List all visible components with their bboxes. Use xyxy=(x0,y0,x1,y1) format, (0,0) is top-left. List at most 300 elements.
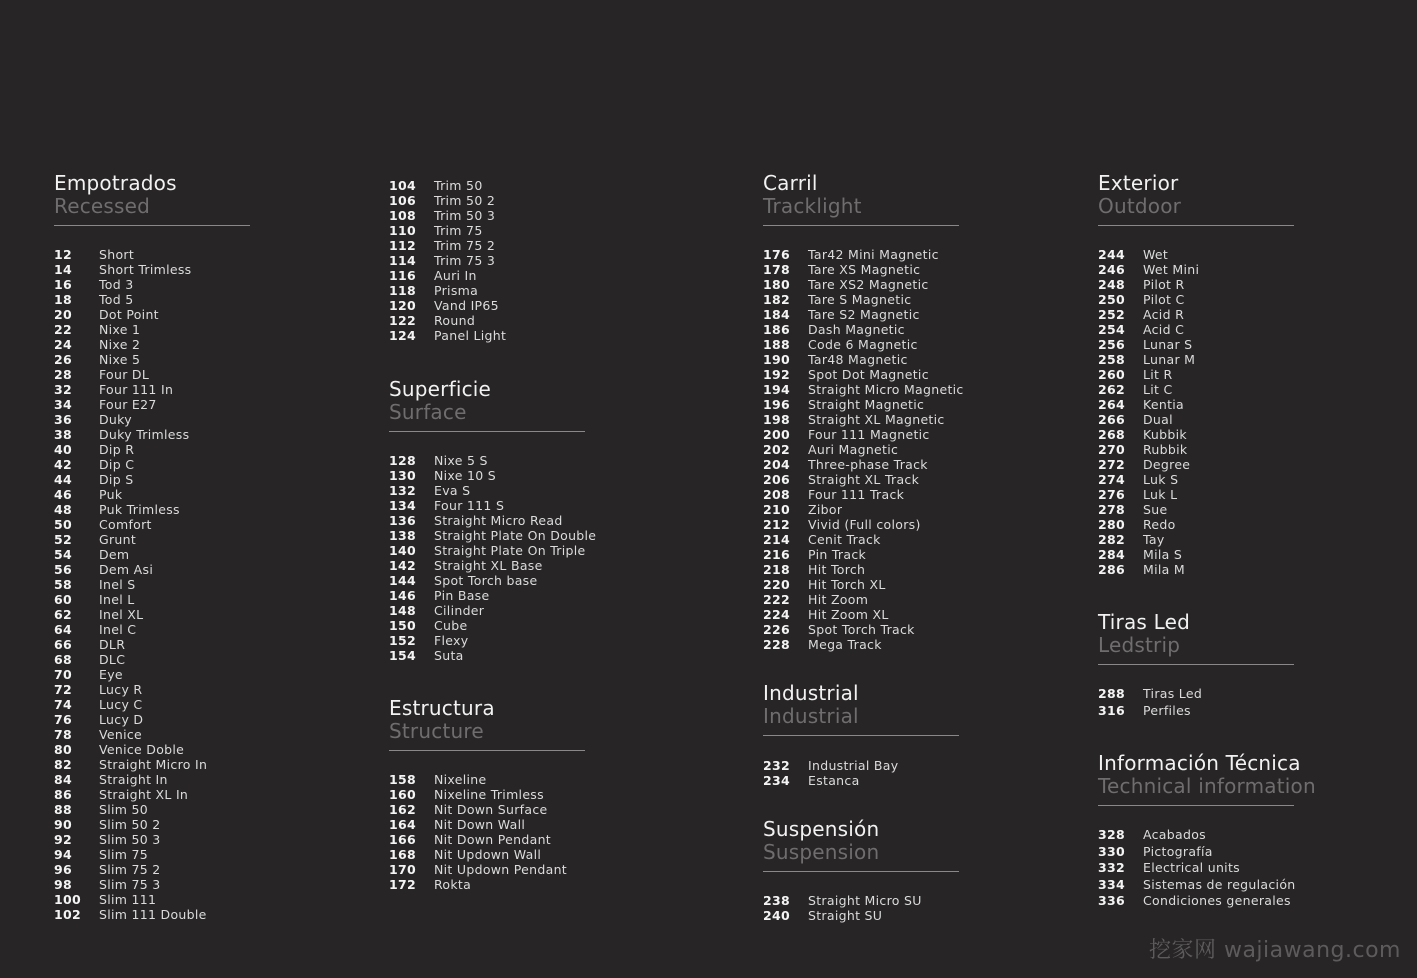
index-list-tiras-led xyxy=(1098,686,1202,719)
index-entry xyxy=(54,682,207,697)
page-number: 210 xyxy=(763,502,790,517)
product-name: Hit Zoom xyxy=(808,592,869,607)
index-entry xyxy=(54,382,207,397)
index-entry xyxy=(1098,262,1199,277)
index-entry xyxy=(763,307,964,322)
page-number: 206 xyxy=(763,472,790,487)
product-name: Eye xyxy=(99,667,123,682)
page-number: 178 xyxy=(763,262,790,277)
page-number: 130 xyxy=(389,468,416,483)
index-entry xyxy=(54,562,207,577)
product-name: Industrial Bay xyxy=(808,758,899,773)
product-name: Short Trimless xyxy=(99,262,192,277)
product-name: Tod 5 xyxy=(99,292,134,307)
section-subtitle: Outdoor xyxy=(1098,194,1182,218)
index-entry xyxy=(763,277,964,292)
product-name: Luk L xyxy=(1143,487,1178,502)
product-name: Inel L xyxy=(99,592,135,607)
page-number: 80 xyxy=(54,742,72,757)
product-name: Four 111 S xyxy=(434,498,505,513)
index-entry xyxy=(54,277,207,292)
index-entry xyxy=(389,468,596,483)
product-name: Cilinder xyxy=(434,603,485,618)
page-number: 234 xyxy=(763,773,790,788)
page-number: 334 xyxy=(1098,876,1125,892)
index-list-suspension xyxy=(763,893,922,923)
index-entry xyxy=(54,637,207,652)
index-entry xyxy=(54,307,207,322)
page-number: 132 xyxy=(389,483,416,498)
product-name: Nit Updown Pendant xyxy=(434,862,568,877)
index-entry xyxy=(389,253,506,268)
section-subtitle: Ledstrip xyxy=(1098,633,1181,657)
product-name: Inel XL xyxy=(99,607,144,622)
product-name: Trim 75 xyxy=(434,223,483,238)
page-number: 12 xyxy=(54,247,72,262)
index-entry xyxy=(54,877,207,892)
index-entry xyxy=(1098,517,1199,532)
index-entry xyxy=(54,532,207,547)
index-entry xyxy=(54,787,207,802)
product-name: Panel Light xyxy=(434,328,507,343)
index-entry xyxy=(1098,457,1199,472)
page-number: 224 xyxy=(763,607,790,622)
index-entry xyxy=(1098,827,1296,844)
page-number: 36 xyxy=(54,412,72,427)
page-number: 222 xyxy=(763,592,790,607)
product-name: Tare S Magnetic xyxy=(808,292,912,307)
product-name: DLR xyxy=(99,637,126,652)
index-entry xyxy=(389,543,596,558)
index-entry xyxy=(389,513,596,528)
page-number: 258 xyxy=(1098,352,1125,367)
index-entry xyxy=(389,648,596,663)
product-name: Mila S xyxy=(1143,547,1183,562)
product-name: Lunar M xyxy=(1143,352,1196,367)
product-name: Slim 75 xyxy=(99,847,149,862)
product-name: Straight XL In xyxy=(99,787,189,802)
index-entry xyxy=(763,592,964,607)
product-name: Tare S2 Magnetic xyxy=(808,307,920,322)
index-entry xyxy=(763,382,964,397)
section-title: Suspensión xyxy=(763,817,880,841)
index-entry xyxy=(1098,337,1199,352)
index-entry xyxy=(763,487,964,502)
product-name: Duky Trimless xyxy=(99,427,190,442)
page-number: 28 xyxy=(54,367,72,382)
index-entry xyxy=(389,298,506,313)
index-entry xyxy=(763,547,964,562)
section-divider xyxy=(54,225,250,226)
page-number: 232 xyxy=(763,758,790,773)
index-entry xyxy=(389,453,596,468)
page-number: 70 xyxy=(54,667,72,682)
product-name: Grunt xyxy=(99,532,137,547)
page-number: 264 xyxy=(1098,397,1125,412)
product-name: Wet Mini xyxy=(1143,262,1200,277)
product-name: Straight Plate On Triple xyxy=(434,543,586,558)
product-name: Dem Asi xyxy=(99,562,154,577)
product-name: Lucy R xyxy=(99,682,143,697)
index-entry xyxy=(763,908,922,923)
product-name: Auri In xyxy=(434,268,477,283)
page-number: 14 xyxy=(54,262,72,277)
page-number: 190 xyxy=(763,352,790,367)
index-entry xyxy=(763,517,964,532)
page-number: 226 xyxy=(763,622,790,637)
index-entry xyxy=(54,337,207,352)
index-entry xyxy=(54,577,207,592)
page-number: 220 xyxy=(763,577,790,592)
page-number: 158 xyxy=(389,772,416,787)
index-entry xyxy=(54,607,207,622)
page-number: 66 xyxy=(54,637,72,652)
index-entry xyxy=(54,907,207,922)
product-name: Wet xyxy=(1143,247,1169,262)
product-name: Tar42 Mini Magnetic xyxy=(808,247,939,262)
page-number: 52 xyxy=(54,532,72,547)
product-name: Dem xyxy=(99,547,130,562)
index-entry xyxy=(389,558,596,573)
page-number: 98 xyxy=(54,877,72,892)
product-name: Pilot R xyxy=(1143,277,1185,292)
section-title: Exterior xyxy=(1098,171,1179,195)
index-entry xyxy=(54,442,207,457)
product-name: Slim 50 xyxy=(99,802,149,817)
index-entry xyxy=(1098,686,1202,703)
product-name: Nixeline Trimless xyxy=(434,787,544,802)
index-entry xyxy=(389,573,596,588)
page-number: 240 xyxy=(763,908,790,923)
index-entry xyxy=(54,892,207,907)
index-entry xyxy=(54,847,207,862)
product-name: Dip R xyxy=(99,442,135,457)
product-name: Dash Magnetic xyxy=(808,322,905,337)
product-name: Tar48 Magnetic xyxy=(808,352,908,367)
page-number: 278 xyxy=(1098,502,1125,517)
product-name: Straight SU xyxy=(808,908,883,923)
product-name: Slim 50 2 xyxy=(99,817,161,832)
index-entry xyxy=(763,637,964,652)
product-name: Cube xyxy=(434,618,468,633)
section-divider xyxy=(1098,225,1294,226)
page-number: 24 xyxy=(54,337,72,352)
index-entry xyxy=(763,893,922,908)
product-name: Trim 50 3 xyxy=(434,208,496,223)
page-number: 90 xyxy=(54,817,72,832)
index-entry xyxy=(54,352,207,367)
index-entry xyxy=(1098,442,1199,457)
page-number: 16 xyxy=(54,277,72,292)
index-entry xyxy=(1098,532,1199,547)
page-number: 54 xyxy=(54,547,72,562)
page-number: 214 xyxy=(763,532,790,547)
page-number: 194 xyxy=(763,382,790,397)
page-number: 336 xyxy=(1098,893,1125,908)
page-number: 56 xyxy=(54,562,72,577)
page-number: 114 xyxy=(389,253,416,268)
page-number: 84 xyxy=(54,772,72,787)
index-entry xyxy=(389,483,596,498)
product-name: Mila M xyxy=(1143,562,1185,577)
product-name: Venice xyxy=(99,727,143,742)
section-empotrados xyxy=(54,172,314,226)
index-entry xyxy=(54,772,207,787)
index-entry xyxy=(54,697,207,712)
page-number: 248 xyxy=(1098,277,1125,292)
index-entry xyxy=(54,502,207,517)
product-name: Nit Down Surface xyxy=(434,802,548,817)
page-number: 102 xyxy=(54,907,81,922)
product-name: Lucy D xyxy=(99,712,144,727)
product-name: Slim 111 xyxy=(99,892,157,907)
page-number: 192 xyxy=(763,367,790,382)
index-entry xyxy=(763,292,964,307)
product-name: Lit C xyxy=(1143,382,1173,397)
index-entry xyxy=(54,817,207,832)
product-name: Straight Plate On Double xyxy=(434,528,597,543)
index-entry xyxy=(54,322,207,337)
page-number: 34 xyxy=(54,397,72,412)
product-name: Straight Micro Read xyxy=(434,513,563,528)
page-number: 78 xyxy=(54,727,72,742)
section-title: Información Técnica xyxy=(1098,751,1301,775)
page-number: 164 xyxy=(389,817,416,832)
product-name: Tay xyxy=(1143,532,1165,547)
page-number: 188 xyxy=(763,337,790,352)
product-name: Acid R xyxy=(1143,307,1185,322)
page-number: 38 xyxy=(54,427,72,442)
index-entry xyxy=(54,862,207,877)
section-informacion-tecnica xyxy=(1098,752,1398,806)
product-name: Spot Torch base xyxy=(434,573,538,588)
page-number: 184 xyxy=(763,307,790,322)
page-number: 262 xyxy=(1098,382,1125,397)
page-number: 272 xyxy=(1098,457,1125,472)
page-number: 218 xyxy=(763,562,790,577)
index-entry xyxy=(1098,860,1296,877)
page-number: 266 xyxy=(1098,412,1125,427)
page-number: 252 xyxy=(1098,307,1125,322)
product-name: Venice Doble xyxy=(99,742,185,757)
product-name: Slim 50 3 xyxy=(99,832,161,847)
page-number: 238 xyxy=(763,893,790,908)
index-entry xyxy=(1098,487,1199,502)
product-name: Pin Track xyxy=(808,547,867,562)
index-entry xyxy=(763,562,964,577)
index-entry xyxy=(1098,247,1199,262)
page-number: 316 xyxy=(1098,702,1125,718)
section-subtitle: Structure xyxy=(389,719,484,743)
index-entry xyxy=(389,178,506,193)
product-name: Round xyxy=(434,313,476,328)
section-title: Tiras Led xyxy=(1098,610,1191,634)
page-number: 254 xyxy=(1098,322,1125,337)
page-number: 280 xyxy=(1098,517,1125,532)
product-name: Nixeline xyxy=(434,772,487,787)
section-subtitle: Surface xyxy=(389,400,467,424)
page-number: 268 xyxy=(1098,427,1125,442)
product-name: Straight Micro SU xyxy=(808,893,922,908)
product-name: Rubbik xyxy=(1143,442,1188,457)
index-list-industrial xyxy=(763,758,898,788)
product-name: Short xyxy=(99,247,135,262)
section-divider xyxy=(389,750,585,751)
page-number: 140 xyxy=(389,543,416,558)
index-entry xyxy=(54,652,207,667)
page-number: 204 xyxy=(763,457,790,472)
index-entry xyxy=(389,268,506,283)
index-entry xyxy=(389,787,567,802)
page-number: 148 xyxy=(389,603,416,618)
page-number: 44 xyxy=(54,472,72,487)
page-number: 228 xyxy=(763,637,790,652)
watermark: 挖家网 wajiawang.com xyxy=(1148,938,1401,963)
section-suspension xyxy=(763,818,1023,872)
index-entry xyxy=(54,547,207,562)
index-entry xyxy=(54,517,207,532)
product-name: Lucy C xyxy=(99,697,143,712)
page-number: 196 xyxy=(763,397,790,412)
index-entry xyxy=(1098,844,1296,861)
page-number: 112 xyxy=(389,238,416,253)
page-number: 40 xyxy=(54,442,72,457)
index-entry xyxy=(1098,502,1199,517)
product-name: Estanca xyxy=(808,773,860,788)
page-number: 92 xyxy=(54,832,72,847)
product-name: Condiciones generales xyxy=(1143,893,1291,908)
page-number: 166 xyxy=(389,832,416,847)
product-name: Sistemas de regulación xyxy=(1143,876,1296,892)
product-name: Inel S xyxy=(99,577,136,592)
product-name: Nixe 2 xyxy=(99,337,141,352)
index-entry xyxy=(763,397,964,412)
index-entry xyxy=(763,472,964,487)
index-entry xyxy=(763,352,964,367)
product-name: Slim 111 Double xyxy=(99,907,207,922)
section-title: Empotrados xyxy=(54,171,177,195)
page-number: 146 xyxy=(389,588,416,603)
section-subtitle: Technical information xyxy=(1098,774,1316,798)
page-number: 202 xyxy=(763,442,790,457)
page-number: 250 xyxy=(1098,292,1125,307)
page-number: 124 xyxy=(389,328,416,343)
product-name: Auri Magnetic xyxy=(808,442,899,457)
product-name: Flexy xyxy=(434,633,469,648)
product-name: Kentia xyxy=(1143,397,1185,412)
index-entry xyxy=(389,313,506,328)
page-number: 58 xyxy=(54,577,72,592)
index-entry xyxy=(1098,877,1296,894)
page-number: 286 xyxy=(1098,562,1125,577)
section-exterior xyxy=(1098,172,1358,226)
index-entry xyxy=(54,742,207,757)
product-name: Pin Base xyxy=(434,588,490,603)
product-name: Slim 75 2 xyxy=(99,862,161,877)
page-number: 182 xyxy=(763,292,790,307)
page-number: 48 xyxy=(54,502,72,517)
product-name: Four DL xyxy=(99,367,150,382)
index-list-carril xyxy=(763,247,964,652)
index-entry xyxy=(389,238,506,253)
page-number: 22 xyxy=(54,322,72,337)
page-number: 116 xyxy=(389,268,416,283)
page-number: 180 xyxy=(763,277,790,292)
page-number: 62 xyxy=(54,607,72,622)
index-entry xyxy=(763,262,964,277)
page-number: 134 xyxy=(389,498,416,513)
product-name: Straight XL Magnetic xyxy=(808,412,945,427)
index-entry xyxy=(763,758,898,773)
index-entry xyxy=(54,247,207,262)
page-number: 168 xyxy=(389,847,416,862)
index-entry xyxy=(54,712,207,727)
index-entry xyxy=(54,487,207,502)
product-name: Puk Trimless xyxy=(99,502,180,517)
page-number: 138 xyxy=(389,528,416,543)
page-number: 18 xyxy=(54,292,72,307)
page-number: 136 xyxy=(389,513,416,528)
index-entry xyxy=(1098,472,1199,487)
index-entry xyxy=(389,847,567,862)
product-name: Sue xyxy=(1143,502,1168,517)
index-entry xyxy=(54,457,207,472)
page-number: 328 xyxy=(1098,827,1125,842)
index-entry xyxy=(1098,292,1199,307)
index-entry xyxy=(54,412,207,427)
index-entry xyxy=(1098,562,1199,577)
page-number: 144 xyxy=(389,573,416,588)
section-title: Industrial xyxy=(763,681,859,705)
product-name: Straight Micro Magnetic xyxy=(808,382,964,397)
page-number: 284 xyxy=(1098,547,1125,562)
product-name: Lit R xyxy=(1143,367,1173,382)
index-entry xyxy=(763,427,964,442)
section-title: Superficie xyxy=(389,377,492,401)
product-name: Trim 50 2 xyxy=(434,193,496,208)
product-name: Straight Micro In xyxy=(99,757,208,772)
product-name: Trim 50 xyxy=(434,178,483,193)
index-list-empotrados-continued xyxy=(389,178,506,343)
product-name: Dot Point xyxy=(99,307,159,322)
section-tiras-led xyxy=(1098,611,1358,665)
page-number: 200 xyxy=(763,427,790,442)
product-name: Trim 75 3 xyxy=(434,253,496,268)
page-number: 60 xyxy=(54,592,72,607)
page-number: 20 xyxy=(54,307,72,322)
product-name: Dip C xyxy=(99,457,135,472)
page-number: 152 xyxy=(389,633,416,648)
page-number: 46 xyxy=(54,487,72,502)
product-name: Nixe 5 S xyxy=(434,453,488,468)
index-entry xyxy=(763,247,964,262)
page-number: 246 xyxy=(1098,262,1125,277)
index-entry xyxy=(54,757,207,772)
index-entry xyxy=(763,622,964,637)
index-entry xyxy=(54,622,207,637)
page-number: 118 xyxy=(389,283,416,298)
page-number: 88 xyxy=(54,802,72,817)
page-number: 120 xyxy=(389,298,416,313)
product-name: Tare XS2 Magnetic xyxy=(808,277,929,292)
page-number: 74 xyxy=(54,697,72,712)
product-name: Four 111 Magnetic xyxy=(808,427,930,442)
page-number: 32 xyxy=(54,382,72,397)
index-entry xyxy=(389,283,506,298)
page-number: 176 xyxy=(763,247,790,262)
product-name: Prisma xyxy=(434,283,479,298)
product-name: Duky xyxy=(99,412,132,427)
